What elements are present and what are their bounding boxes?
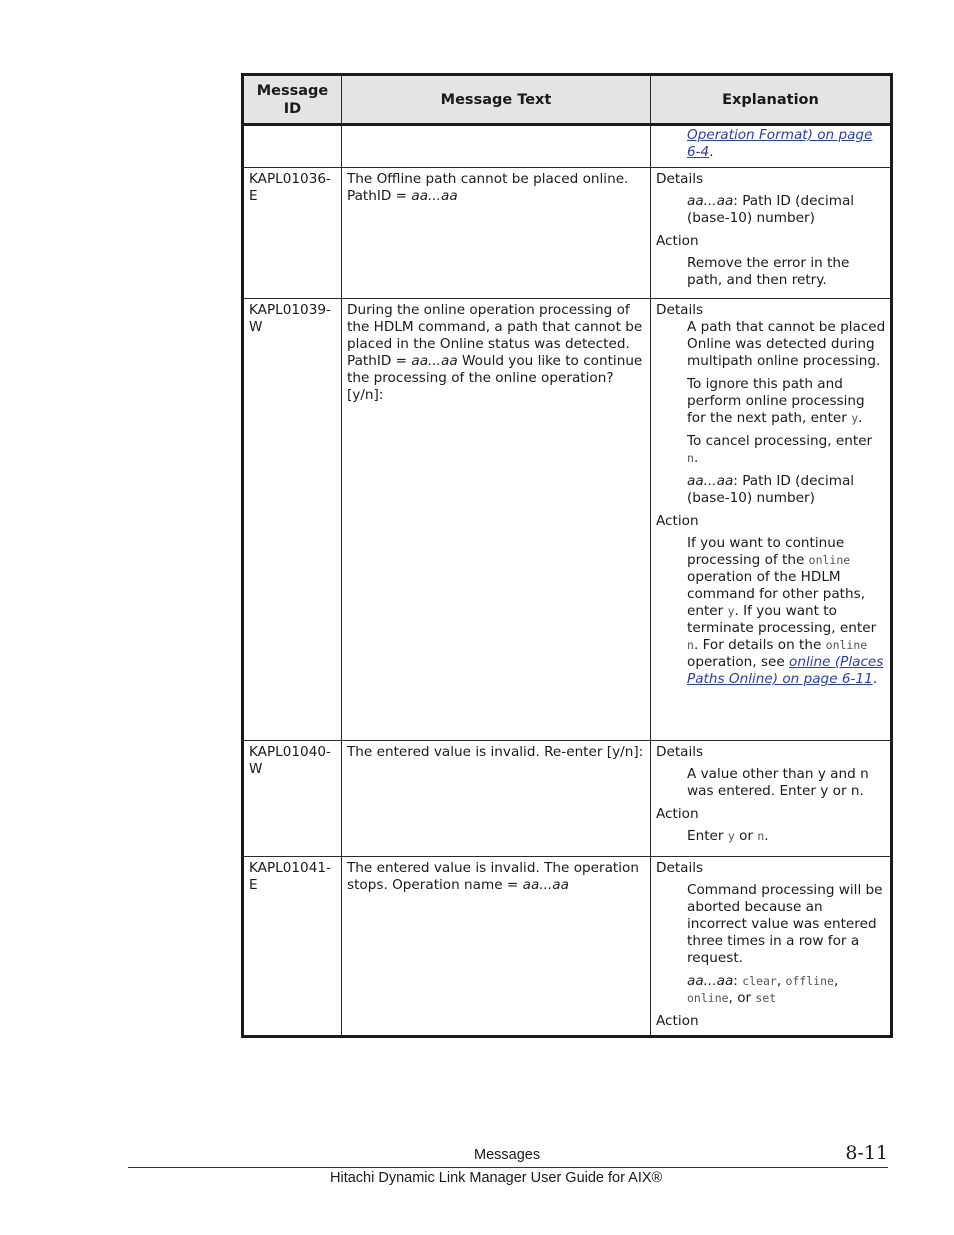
footer-section-title: Messages bbox=[474, 1147, 541, 1163]
details-label: Details bbox=[656, 171, 704, 187]
explanation-cell bbox=[651, 857, 892, 1037]
variable-text: aa...aa bbox=[411, 353, 458, 369]
punctuation: . bbox=[709, 144, 714, 160]
detail-paragraph: A path that cannot be placed Online was detected during multipath online processing. bbox=[687, 319, 886, 369]
footer-guide-title: Hitachi Dynamic Link Manager User Guide for AIX® bbox=[330, 1170, 663, 1186]
code-text: y bbox=[851, 411, 859, 425]
action-paragraph: Remove the error in the path, and then retry. bbox=[687, 255, 850, 288]
detail-paragraph: A value other than y and n was entered. Enter y or n. bbox=[687, 766, 869, 799]
code-text: n bbox=[687, 451, 694, 465]
action-text: If you want to continue processing of the bbox=[687, 535, 845, 568]
detail-text: : Path ID (decimal (base-10) number) bbox=[687, 193, 855, 226]
message-text-cell bbox=[342, 125, 651, 168]
detail-paragraph bbox=[687, 973, 886, 1007]
punctuation: . bbox=[858, 410, 863, 426]
code-text: set bbox=[755, 991, 777, 1005]
variable-text: aa...aa bbox=[411, 188, 458, 204]
action-text: . If you want to terminate processing, enter bbox=[687, 603, 877, 636]
message-id-cell: KAPL01036-E bbox=[243, 168, 342, 299]
detail-paragraph: Command processing will be aborted because an incorrect value was entered three times in a row for a request. bbox=[687, 882, 883, 966]
message-text: Would you like to continue the processing of the online operation? [y/n]: bbox=[347, 353, 643, 403]
message-text-cell bbox=[342, 168, 651, 299]
code-text: offline bbox=[785, 974, 834, 988]
message-text: The entered value is invalid. The operation stops. Operation name = bbox=[347, 860, 639, 893]
code-text: y bbox=[727, 604, 735, 618]
variable-text: aa...aa bbox=[687, 973, 734, 989]
table-header-row bbox=[243, 75, 892, 125]
punctuation: , bbox=[833, 973, 839, 989]
message-table bbox=[241, 73, 893, 1038]
action-label: Action bbox=[656, 1013, 699, 1029]
detail-paragraph bbox=[687, 193, 886, 227]
detail-paragraph bbox=[687, 433, 886, 467]
action-paragraph bbox=[687, 828, 886, 845]
punctuation: , or bbox=[728, 990, 756, 1006]
details-label: Details bbox=[656, 860, 704, 876]
table-row bbox=[243, 741, 892, 857]
code-text: online bbox=[808, 553, 851, 567]
explanation-cell bbox=[651, 299, 892, 741]
message-text: The Offline path cannot be placed online. PathID = bbox=[347, 171, 629, 204]
action-text: Enter bbox=[687, 828, 728, 844]
punctuation: , bbox=[776, 973, 786, 989]
message-text-cell bbox=[342, 857, 651, 1037]
footer-divider bbox=[128, 1167, 888, 1168]
page-number: 8-11 bbox=[845, 1142, 888, 1164]
detail-text: : Path ID (decimal (base-10) number) bbox=[687, 473, 855, 506]
header-explanation: Explanation bbox=[651, 75, 892, 125]
action-text: operation, see bbox=[687, 654, 790, 670]
message-id-cell: KAPL01040-W bbox=[243, 741, 342, 857]
code-text: n bbox=[687, 638, 694, 652]
detail-paragraph bbox=[687, 376, 886, 427]
code-text: online bbox=[687, 991, 729, 1005]
table-row bbox=[243, 299, 892, 741]
message-text-cell bbox=[342, 299, 651, 741]
message-id-cell bbox=[243, 125, 342, 168]
code-text: y bbox=[727, 829, 735, 843]
variable-text: aa...aa bbox=[687, 193, 734, 209]
table-row bbox=[243, 125, 892, 168]
variable-text: aa...aa bbox=[522, 877, 569, 893]
details-label: Details bbox=[656, 302, 704, 318]
details-label: Details bbox=[656, 744, 704, 760]
punctuation: . bbox=[872, 671, 878, 687]
header-message-id: Message ID bbox=[243, 75, 342, 125]
message-id-cell: KAPL01039-W bbox=[243, 299, 342, 741]
action-label: Action bbox=[656, 513, 699, 529]
action-text: or bbox=[734, 828, 758, 844]
table-row bbox=[243, 168, 892, 299]
action-text: operation of the HDLM command for other paths, enter bbox=[687, 569, 866, 619]
punctuation: . bbox=[693, 450, 699, 466]
table-row bbox=[243, 857, 892, 1037]
punctuation: . bbox=[764, 828, 769, 844]
explanation-cell bbox=[651, 168, 892, 299]
action-label: Action bbox=[656, 806, 699, 822]
action-paragraph bbox=[687, 535, 886, 688]
message-text-cell: The entered value is invalid. Re-enter [y/n]: bbox=[342, 741, 651, 857]
cross-reference-link[interactable]: Operation Format) on page 6-4 bbox=[687, 127, 873, 160]
detail-text: To ignore this path and perform online processing for the next path, enter bbox=[687, 376, 865, 426]
action-text: . For details on the bbox=[693, 637, 826, 653]
punctuation: : bbox=[733, 973, 743, 989]
explanation-cell bbox=[651, 125, 892, 168]
action-label: Action bbox=[656, 233, 699, 249]
detail-paragraph bbox=[687, 473, 886, 507]
header-message-text: Message Text bbox=[342, 75, 651, 125]
detail-text: To cancel processing, enter bbox=[687, 433, 873, 449]
code-text: clear bbox=[742, 974, 777, 988]
variable-text: aa...aa bbox=[687, 473, 734, 489]
code-text: n bbox=[757, 829, 765, 843]
code-text: online bbox=[825, 638, 868, 652]
explanation-cell bbox=[651, 741, 892, 857]
message-id-cell: KAPL01041-E bbox=[243, 857, 342, 1037]
message-text: During the online operation processing of the HDLM command, a path that cannot be placed in the Online status was detected. PathID = bbox=[347, 302, 643, 369]
cross-reference-link[interactable]: online (Places Paths Online) on page 6-11 bbox=[687, 654, 884, 687]
